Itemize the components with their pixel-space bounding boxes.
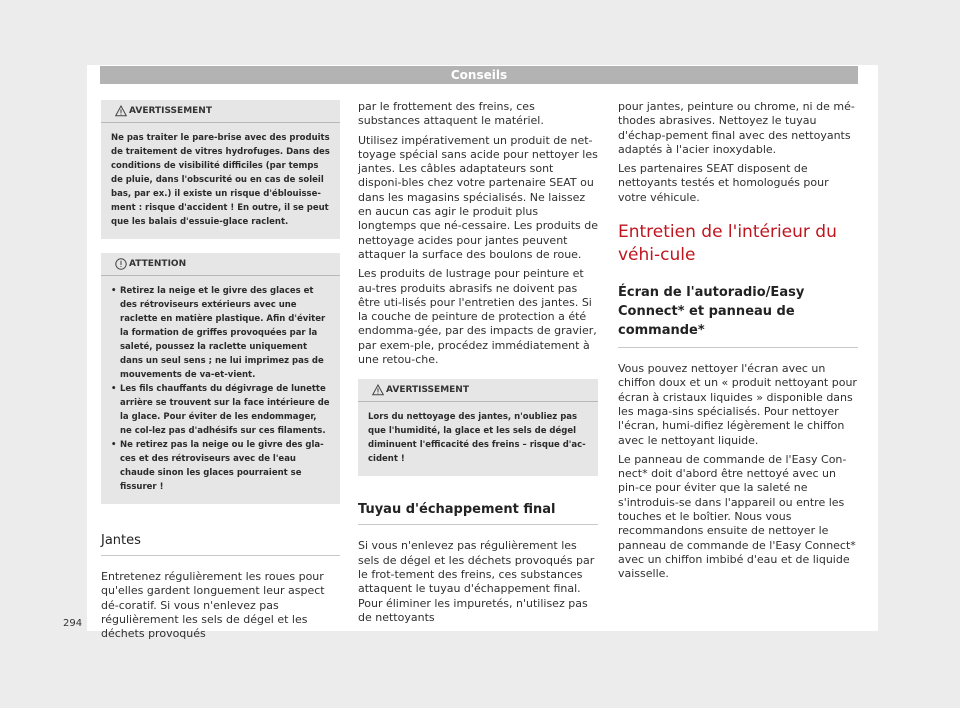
section-title-jantes: Jantes [101, 527, 340, 556]
paragraph: Entretenez régulièrement les roues pour qu'elles gardent longuement leur aspect dé-coratif. Si vous n'enlevez pas régulièrement les sels de dégel et les déchets provoqués [101, 570, 325, 641]
attention-label: ATTENTION [129, 259, 187, 269]
warning-box [101, 100, 340, 239]
warning-label: AVERTISSEMENT [386, 385, 469, 396]
paragraph: Si vous n'enlevez pas régulièrement les sels de dégel et les déchets provoqués par le frot-tement des freins, ces substances attaquent le tuyau d'échappement final. Pour éliminer les impuretés, n'utilisez pas de nettoyants [358, 539, 595, 624]
attention-item: • Les fils chauffants du dégivrage de lunette arrière se trouvent sur la face intérieure de la glace. Pour éviter de les endommager, ne col-lez pas d'adhésifs sur ces filaments. [111, 382, 330, 438]
warning-box [358, 379, 598, 476]
warning-text: Ne pas traiter le pare-brise avec des produits de traitement de vitres hydrofuges. Dans des conditions de visibilité difficiles (par temps de pluie, dans l'obscurité ou en cas de soleil bas, par ex.) il existe un risque d'éblouisse-ment : risque d'accident ! En outre, il se peut que les balais d'essuie-glace raclent. [111, 133, 330, 227]
warning-text: Lors du nettoyage des jantes, n'oubliez pas que l'humidité, la glace et les sels de dégel diminuent l'efficacité des freins – risque d'ac-cident ! [368, 412, 586, 465]
attention-item: • Ne retirez pas la neige ou le givre des gla-ces et des rétroviseurs avec de l'eau chaude sinon les glaces pourraient se fissurer ! [111, 438, 330, 494]
column-3 [618, 100, 858, 587]
warning-triangle-icon [372, 384, 384, 396]
warning-box-header [358, 379, 598, 402]
warning-triangle-icon [115, 105, 127, 117]
paragraph: par le frottement des freins, ces substances attaquent le matériel. [358, 100, 544, 128]
paragraph: Les partenaires SEAT disposent de nettoyants testés et homologués pour votre véhicule. [618, 162, 829, 204]
warning-box-header [101, 100, 340, 123]
info-circle-icon [115, 258, 127, 270]
paragraph: pour jantes, peinture ou chrome, ni de mé-thodes abrasives. Nettoyez le tuyau d'échap-pement final avec des nettoyants adaptés à l'acier inoxydable. [618, 100, 855, 156]
chapter-title: Entretien de l'intérieur du véhi-cule [618, 222, 837, 266]
paragraph: Les produits de lustrage pour peinture et au-tres produits abrasifs ne doivent pas être uti-lisés pour l'entretien des jantes. Si la couche de peinture de protection a été endomma-gée, par des impacts de gravier, par exem-ple, procédez immédiatement à une retou-che. [358, 267, 597, 367]
page-header: Conseils [100, 66, 858, 84]
paragraph: Vous pouvez nettoyer l'écran avec un chiffon doux et un « produit nettoyant pour écran à cristaux liquides » disponible dans les maga-sins spécialisés. Pour nettoyer l'écran, humi-difiez légèrement le chiffon avec le nettoyant liquide. [618, 362, 857, 447]
warning-label: AVERTISSEMENT [129, 106, 212, 116]
column-2 [358, 100, 598, 630]
attention-item: • Retirez la neige et le givre des glaces et des rétroviseurs extérieurs avec une raclette en matière plastique. Afin d'éviter la formation de griffes provoquées par la saleté, poussez la raclette uniquement dans un seul sens ; ne lui imprimez pas de mouvements de va-et-vient. [111, 284, 330, 382]
attention-box [101, 253, 340, 504]
column-1 [101, 100, 340, 646]
attention-body [101, 276, 340, 494]
attention-box-header [101, 253, 340, 276]
section-title-tuyau: Tuyau d'échappement final [358, 496, 598, 525]
paragraph: Le panneau de commande de l'Easy Con-nect* doit d'abord être nettoyé avec un pin-ce pour éviter que la saleté ne s'introduis-se dans l'appareil ou entre les touches et le boîtier. Nous vous recommandons ensuite de nettoyer le panneau de commande de l'Easy Connect* avec un chiffon imbibé d'eau et de liquide vaisselle. [618, 452, 856, 581]
section-title-ecran: Écran de l'autoradio/Easy Connect* et panneau de commande* [618, 277, 858, 348]
attention-list [111, 284, 330, 494]
paragraph: Utilisez impérativement un produit de net-toyage spécial sans acide pour nettoyer les jantes. Les câbles adaptateurs sont disponi-bles chez votre partenaire SEAT ou dans les magasins spécialisés. Ne laissez en aucun cas agir le produit plus longtemps que né-cessaire. Les produits de nettoyage acides pour jantes peuvent attaquer la surface des boulons de roue. [358, 133, 599, 261]
page-number: 294 [63, 618, 83, 629]
